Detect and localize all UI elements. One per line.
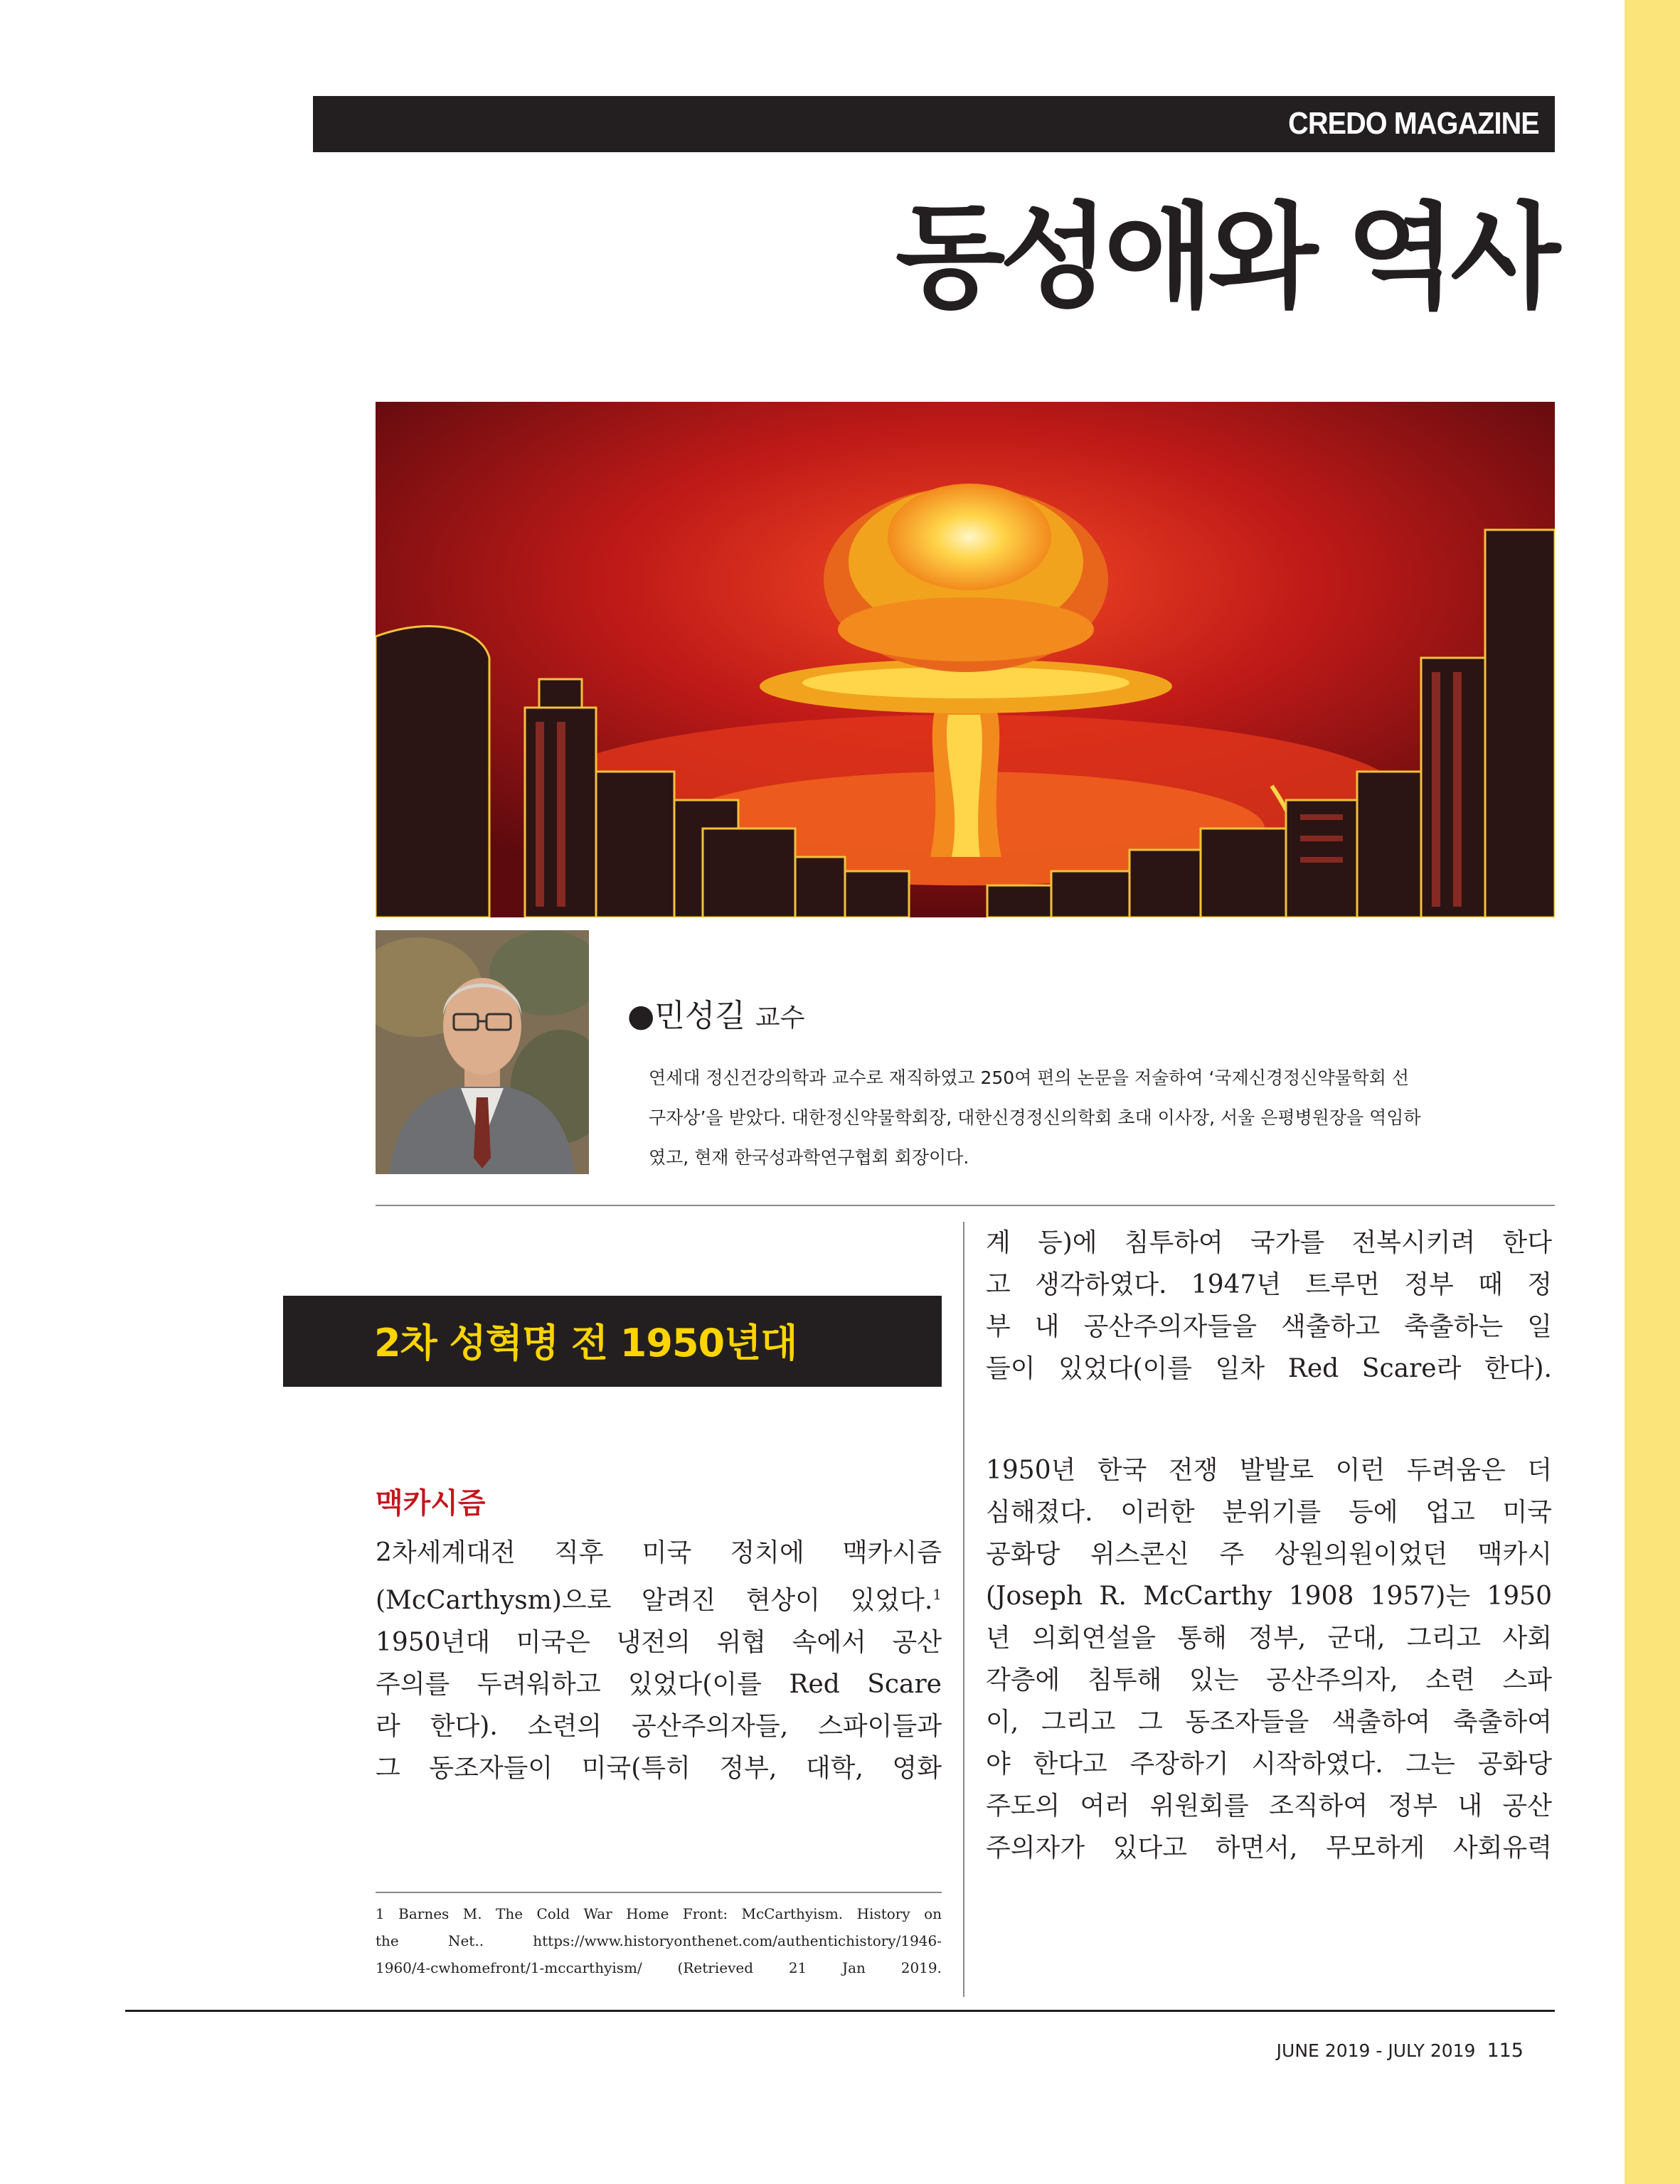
footnote-line: 1 Barnes M. The Cold War Home Front: McCarthyism. History on: [376, 1905, 942, 1922]
right-column-paragraph-1: [986, 1222, 1552, 1390]
page-title: 동성애와 역사: [895, 191, 1555, 324]
text-line-content: (McCarthysm)으로 알려진 현상이 있었다.: [376, 1586, 933, 1615]
text-line: 공화당 위스콘신 주 상원의원이었던 맥카시: [986, 1540, 1552, 1569]
text-line: 주의를 두려워하고 있었다(이를 Red Scare: [376, 1670, 942, 1699]
text-line: 부 내 공산주의자들을 색출하고 축출하는 일: [986, 1312, 1552, 1341]
text-line: 1950년 한국 전쟁 발발로 이런 두려움은 더: [986, 1456, 1552, 1485]
text-line: 주의자가 있다고 하면서, 무모하게 사회유력: [986, 1833, 1552, 1863]
author-photo-illustration: [376, 930, 589, 1174]
footnote-marker: 1: [932, 1586, 942, 1603]
author-bio: [649, 1058, 1538, 1178]
text-line: 년 의회연설을 통해 정부, 군대, 그리고 사회: [986, 1624, 1552, 1653]
text-line: 심해졌다. 이러한 분위기를 등에 업고 미국: [986, 1498, 1552, 1527]
footer-rule: [125, 2010, 1555, 2012]
footnote: [376, 1900, 942, 1981]
bio-line: 연세대 정신건강의학과 교수로 재직하였고 250여 편의 논문을 저술하여 ‘국제신경정신약물학회 선: [649, 1067, 1410, 1088]
text-line: 각층에 침투해 있는 공산주의자, 소련 스파: [986, 1666, 1552, 1695]
text-line: 라 한다). 소련의 공산주의자들, 스파이들과: [376, 1712, 942, 1741]
text-line: 2차세계대전 직후 미국 정치에 맥카시즘: [376, 1538, 942, 1567]
author-portrait-photo: [376, 930, 589, 1174]
text-line: 그 동조자들이 미국(특히 정부, 대학, 영화: [376, 1754, 942, 1783]
text-line: 고 생각하였다. 1947년 트루먼 정부 때 정: [986, 1270, 1552, 1299]
side-color-strip: [1625, 0, 1680, 2184]
bio-line: 구자상’을 받았다. 대한정신약물학회장, 대한신경정신의학회 초대 이사장, 서울 은평병원장을 역임하: [649, 1107, 1421, 1128]
text-line: 1950년대 미국은 냉전의 위협 속에서 공산: [376, 1628, 942, 1657]
divider-rule: [376, 1205, 1555, 1206]
text-line: 이, 그리고 그 동조자들을 색출하여 축출하여: [986, 1708, 1552, 1737]
right-column-paragraph-2: [986, 1449, 1552, 1869]
magazine-header-bar: [313, 96, 1555, 152]
mushroom-cloud-city-image: [376, 402, 1555, 917]
subheading: 맥카시즘: [376, 1487, 486, 1520]
footnote-rule: [376, 1892, 942, 1893]
text-line: 계 등)에 침투하여 국가를 전복시키려 한다: [986, 1228, 1552, 1257]
section-heading-box: [283, 1296, 942, 1387]
issue-date: JUNE 2019 - JULY 2019: [1276, 2040, 1476, 2061]
text-line: 야 한다고 주장하기 시작하였다. 그는 공화당: [986, 1749, 1552, 1779]
hero-illustration-nuclear-explosion: [376, 402, 1555, 917]
text-line: [376, 1574, 942, 1621]
footnote-line: 1960/4-cwhomefront/1-mccarthyism/ (Retrieved 21 Jan 2019.: [376, 1959, 942, 1976]
text-line: 들이 있었다(이를 일차 Red Scare라 한다).: [986, 1354, 1552, 1383]
page-number: 115: [1487, 2040, 1524, 2062]
footnote-line: the Net.. https://www.historyonthenet.com/authentichistory/1946-: [376, 1932, 942, 1949]
author-name-text: 민성길: [654, 998, 745, 1034]
bio-line: 였고, 현재 한국성과학연구협회 회장이다.: [649, 1147, 969, 1168]
text-line: 주도의 여러 위원회를 조직하여 정부 내 공산: [986, 1791, 1552, 1821]
author-name: [627, 990, 804, 1035]
left-column-text: [376, 1532, 942, 1789]
magazine-name: CREDO MAGAZINE: [1288, 106, 1539, 141]
section-title: 2차 성혁명 전 1950년대: [374, 1321, 797, 1365]
text-line: (Joseph R. McCarthy 1908 1957)는 1950: [986, 1582, 1552, 1611]
author-role: 교수: [755, 1003, 805, 1033]
column-divider: [963, 1222, 964, 1997]
bullet-icon: ●: [627, 998, 655, 1034]
page-footer: [1277, 2040, 1524, 2062]
